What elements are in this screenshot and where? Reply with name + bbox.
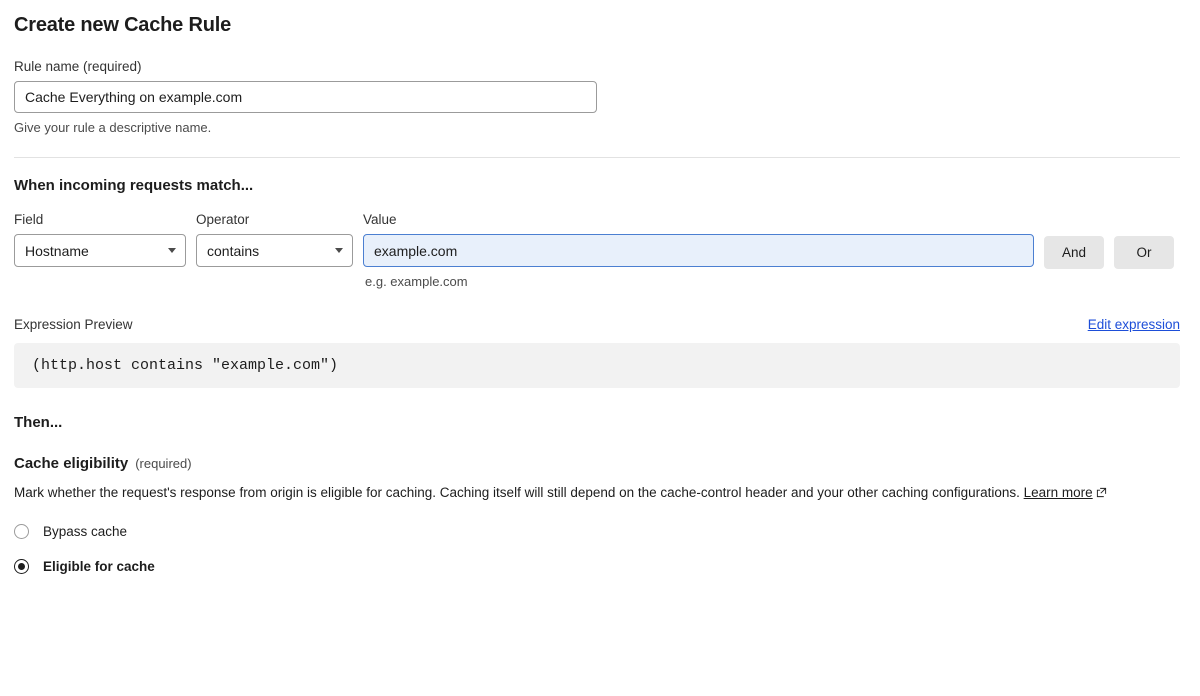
field-select-value: Hostname [25,242,89,259]
match-row [14,212,1180,289]
edit-expression-link[interactable]: Edit expression [1087,317,1180,332]
value-input[interactable]: example.com [363,234,1034,267]
value-hint: e.g. example.com [365,274,468,289]
external-link-icon [1096,484,1107,504]
cache-eligibility-title: Cache eligibility [14,455,129,472]
cache-eligibility-required: (required) [135,456,192,471]
field-label: Field [14,212,44,227]
operator-select[interactable] [196,234,353,267]
radio-option-bypass-cache[interactable] [14,524,1180,539]
match-section-title: When incoming requests match... [14,177,254,194]
field-select[interactable] [14,234,186,267]
value-column [363,212,1034,289]
radio-option-eligible-for-cache[interactable] [14,559,1180,574]
rule-name-help: Give your rule a descriptive name. [14,120,212,135]
cache-eligibility-description-text: Mark whether the request's response from origin is eligible for caching. Caching itself will still depend on the cache-control header and your other caching configurations. [14,485,1024,500]
value-label: Value [363,212,397,227]
or-button[interactable]: Or [1114,236,1174,269]
then-section-title: Then... [14,414,63,431]
and-button[interactable]: And [1044,236,1104,269]
operator-label: Operator [196,212,250,227]
radio-label: Eligible for cache [43,558,155,574]
radio-icon-selected [14,559,29,574]
page-title: Create new Cache Rule [14,14,231,36]
expression-preview-box: (http.host contains "example.com") [14,343,1180,388]
cache-eligibility-description [14,483,1180,504]
operator-column [196,212,353,267]
learn-more-link[interactable]: Learn more [1023,485,1093,500]
logic-button-group [1044,236,1174,269]
rule-name-group [14,59,1180,135]
chevron-down-icon [168,248,176,253]
chevron-down-icon [335,248,343,253]
section-divider [14,157,1180,158]
rule-name-label: Rule name (required) [14,59,142,74]
radio-label: Bypass cache [43,523,128,539]
operator-select-value: contains [207,242,260,259]
field-column [14,212,186,267]
cache-eligibility-heading [14,455,1180,472]
expression-preview-label: Expression Preview [14,317,133,332]
expression-header [14,317,1180,332]
rule-name-input[interactable]: Cache Everything on example.com [14,81,597,113]
radio-icon [14,524,29,539]
